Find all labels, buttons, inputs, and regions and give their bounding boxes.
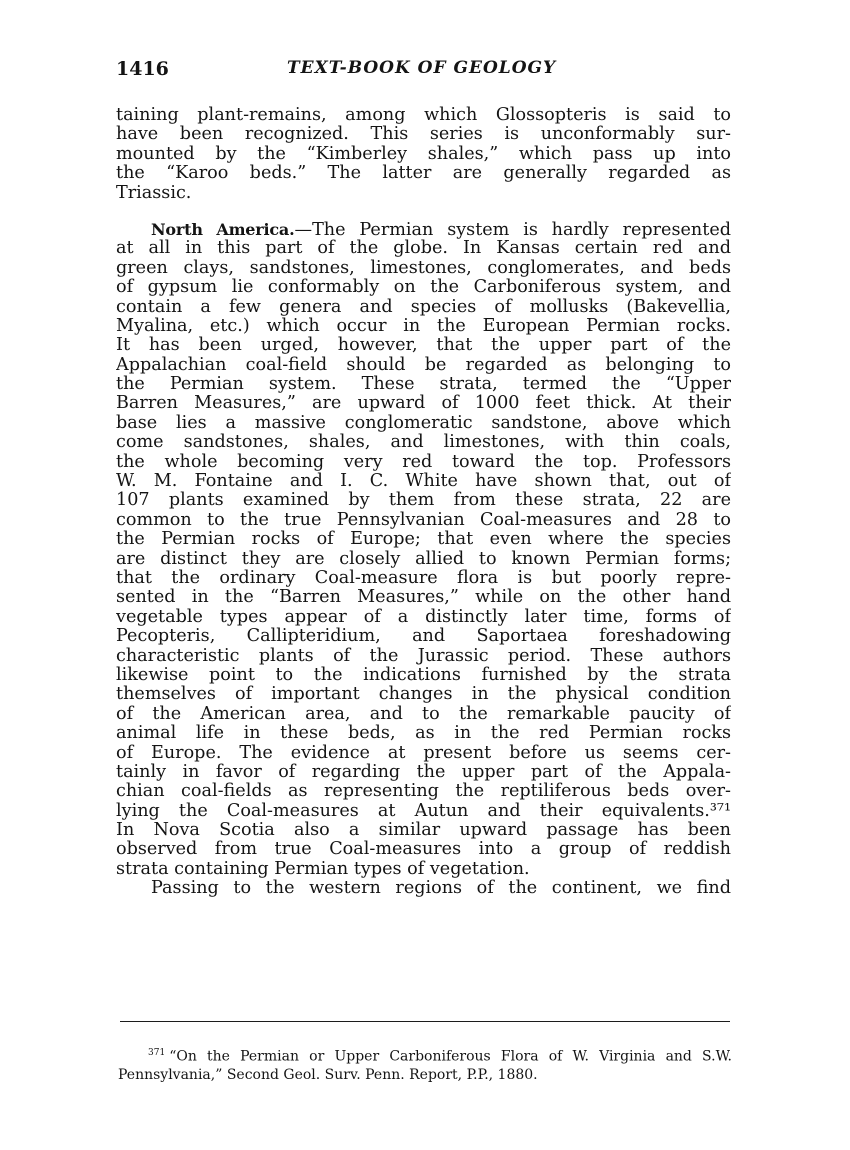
text-line: the Permian system. These strata, termed the “Upper [116, 375, 731, 395]
text-line: the Permian rocks of Europe; that even where the species [116, 530, 731, 550]
paragraph-karoo [116, 106, 731, 203]
text-line: have been recognized. This series is unconformably sur- [116, 125, 731, 145]
text-line: of Europe. The evidence at present before us seems cer- [116, 743, 731, 763]
text-line: In Nova Scotia also a similar upward passage has been [116, 821, 731, 841]
text-line: Appalachian coal-field should be regarded as belonging to [116, 355, 731, 375]
paragraph-north-america [116, 220, 731, 879]
body-text [116, 106, 731, 899]
footnote-marker: 371 [148, 1048, 166, 1058]
text-line: tainly in favor of regarding the upper part of the Appala- [116, 762, 731, 782]
text-line: come sandstones, shales, and limestones, with thin coals, [116, 433, 731, 453]
text-line: Barren Measures,” are upward of 1000 feet thick. At their [116, 394, 731, 414]
text-line: contain a few genera and species of mollusks (Bakevellia, [116, 297, 731, 317]
text-line: animal life in these beds, as in the red Permian rocks [116, 724, 731, 744]
text-line: themselves of important changes in the physical condition [116, 685, 731, 705]
footnote-text: “On the Permian or Upper Carboniferous Flora of W. Virginia and S.W. [169, 1048, 732, 1065]
text-line-rest: —The Permian system is hardly represented [294, 219, 731, 240]
text-line: observed from true Coal-measures into a group of reddish [116, 840, 731, 860]
text-line: are distinct they are closely allied to known Permian forms; [116, 549, 731, 569]
text-line: at all in this part of the globe. In Kansas certain red and [116, 239, 731, 259]
text-line: It has been urged, however, that the upper part of the [116, 336, 731, 356]
text-line: base lies a massive conglomeratic sandstone, above which [116, 413, 731, 433]
text-line: that the ordinary Coal-measure flora is but poorly repre- [116, 568, 731, 588]
text-line: taining plant-remains, among which Glossopteris is said to [116, 106, 731, 125]
text-line: common to the true Pennsylvanian Coal-measures and 28 to [116, 510, 731, 530]
text-line: Triassic. [116, 183, 192, 203]
text-line: the whole becoming very red toward the top. Professors [116, 452, 731, 472]
text-line: chian coal-fields as representing the reptiliferous beds over- [116, 782, 731, 802]
text-line: characteristic plants of the Jurassic period. These authors [116, 646, 731, 666]
text-line: of the American area, and to the remarkable paucity of [116, 704, 731, 724]
text-line: W. M. Fontaine and I. C. White have shown that, out of [116, 472, 731, 492]
page-number: 1416 [116, 58, 169, 80]
text-line: the “Karoo beds.” The latter are generally regarded as [116, 164, 731, 184]
text-line: Myalina, etc.) which occur in the European Permian rocks. [116, 316, 731, 336]
text-line: green clays, sandstones, limestones, conglomerates, and beds [116, 258, 731, 278]
text-line: lying the Coal-measures at Autun and their equivalents.³⁷¹ [116, 801, 731, 821]
running-head: TEXT-BOOK OF GEOLOGY [287, 58, 557, 78]
footnote-line [118, 1044, 732, 1066]
paragraph-western-regions [116, 879, 731, 898]
footnote [118, 1044, 732, 1084]
text-line: vegetable types appear of a distinctly later time, forms of [116, 607, 731, 627]
text-line: strata containing Permian types of vegetation. [116, 859, 530, 879]
text-line [116, 220, 731, 239]
text-line: of gypsum lie conformably on the Carboniferous system, and [116, 278, 731, 298]
text-line: mounted by the “Kimberley shales,” which pass up into [116, 144, 731, 164]
page-header [116, 58, 731, 88]
footnote-line: Pennsylvania,” Second Geol. Surv. Penn. Report, P.P., 1880. [118, 1066, 538, 1083]
text-line: likewise point to the indications furnished by the strata [116, 665, 731, 685]
text-line: Passing to the western regions of the continent, we find [151, 879, 731, 899]
text-line: sented in the “Barren Measures,” while on the other hand [116, 588, 731, 608]
text-line: Pecopteris, Callipteridium, and Saportaea foreshadowing [116, 627, 731, 647]
section-run-in-heading: North America. [151, 219, 295, 239]
text-line: 107 plants examined by them from these strata, 22 are [116, 491, 731, 511]
footnote-rule [120, 1021, 730, 1022]
